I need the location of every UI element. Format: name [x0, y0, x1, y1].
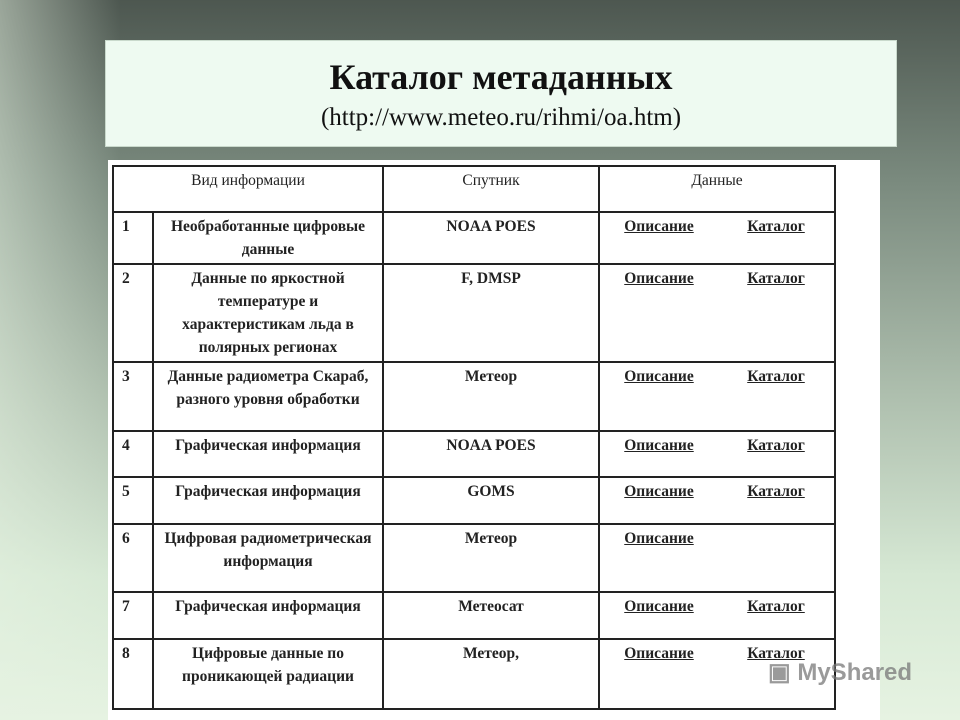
description-cell: [599, 362, 718, 431]
satellite-cell: [383, 431, 599, 477]
info-type-text: Графическая информация: [175, 598, 361, 615]
catalog-link[interactable]: Каталог: [747, 218, 805, 235]
table-row: [113, 212, 835, 264]
table-header-row: [113, 166, 835, 212]
description-link[interactable]: Описание: [624, 645, 694, 662]
catalog-link[interactable]: Каталог: [747, 483, 805, 500]
description-cell: [599, 592, 718, 639]
description-cell: [599, 639, 718, 709]
info-type-text: Графическая информация: [175, 483, 361, 500]
satellite-text: Метеор,: [462, 645, 520, 662]
catalog-cell: [718, 264, 835, 362]
catalog-cell: [718, 524, 835, 592]
description-link[interactable]: Описание: [624, 218, 694, 235]
row-number-text: 6: [122, 530, 130, 547]
description-cell: [599, 264, 718, 362]
row-number-text: 4: [122, 437, 130, 454]
description-cell: [599, 524, 718, 592]
slide-title: Каталог метаданных: [329, 57, 673, 97]
info-type-cell: [153, 264, 383, 362]
info-type-cell: [153, 431, 383, 477]
title-box: [105, 40, 897, 147]
row-number-text: 8: [122, 645, 130, 662]
header-info: Вид информации: [113, 166, 383, 212]
satellite-cell: [383, 592, 599, 639]
row-number-cell: [113, 431, 153, 477]
info-type-text: Данные по яркостной температуре и характеристикам льда в полярных регионах: [182, 270, 354, 356]
description-cell: [599, 431, 718, 477]
slide-url: (http://www.meteo.ru/rihmi/oa.htm): [320, 104, 682, 131]
catalog-link[interactable]: Каталог: [747, 598, 805, 615]
table-panel: [108, 160, 880, 720]
header-data: Данные: [599, 166, 835, 212]
info-type-text: Цифровая радиометрическая информация: [164, 530, 372, 570]
row-number-cell: [113, 477, 153, 524]
info-type-text: Необработанные цифровые данные: [170, 218, 366, 258]
table-row: [113, 639, 835, 709]
satellite-cell: [383, 264, 599, 362]
description-link[interactable]: Описание: [624, 530, 694, 547]
row-number-text: 7: [122, 598, 130, 615]
satellite-text: Метеосат: [458, 598, 524, 615]
background-glow: [0, 0, 120, 720]
description-link[interactable]: Описание: [624, 270, 694, 287]
row-number-cell: [113, 264, 153, 362]
info-type-text: Цифровые данные по проникающей радиации: [182, 645, 354, 685]
table-row: [113, 592, 835, 639]
info-type-cell: [153, 592, 383, 639]
info-type-cell: [153, 212, 383, 264]
watermark-logo: ▣ MyShared: [768, 659, 913, 686]
row-number-cell: [113, 592, 153, 639]
satellite-cell: [383, 477, 599, 524]
row-number-cell: [113, 524, 153, 592]
row-number-text: 1: [122, 218, 130, 235]
satellite-cell: [383, 212, 599, 264]
info-type-text: Графическая информация: [175, 437, 361, 454]
table-row: [113, 264, 835, 362]
row-number-text: 2: [122, 270, 130, 287]
satellite-cell: [383, 639, 599, 709]
row-number-text: 3: [122, 368, 130, 385]
row-number-text: 5: [122, 483, 130, 500]
metadata-table: [112, 165, 836, 710]
table-row: [113, 362, 835, 431]
catalog-cell: [718, 477, 835, 524]
satellite-text: F, DMSP: [461, 270, 521, 287]
description-link[interactable]: Описание: [624, 483, 694, 500]
catalog-link[interactable]: Каталог: [747, 270, 805, 287]
info-type-cell: [153, 524, 383, 592]
satellite-text: GOMS: [467, 483, 515, 500]
satellite-text: NOAA POES: [446, 437, 536, 454]
description-cell: [599, 477, 718, 524]
catalog-link[interactable]: Каталог: [747, 437, 805, 454]
table-row: [113, 477, 835, 524]
satellite-text: NOAA POES: [446, 218, 536, 235]
table-row: [113, 431, 835, 477]
info-type-text: Данные радиометра Скараб, разного уровня обработки: [167, 368, 369, 408]
info-type-cell: [153, 477, 383, 524]
catalog-cell: [718, 212, 835, 264]
info-type-cell: [153, 639, 383, 709]
catalog-cell: [718, 362, 835, 431]
row-number-cell: [113, 639, 153, 709]
satellite-text: Метеор: [464, 530, 518, 547]
description-cell: [599, 212, 718, 264]
description-link[interactable]: Описание: [624, 598, 694, 615]
catalog-cell: [718, 431, 835, 477]
catalog-cell: [718, 592, 835, 639]
satellite-cell: [383, 362, 599, 431]
catalog-link[interactable]: Каталог: [747, 368, 805, 385]
row-number-cell: [113, 212, 153, 264]
info-type-cell: [153, 362, 383, 431]
table-row: [113, 524, 835, 592]
satellite-cell: [383, 524, 599, 592]
satellite-text: Метеор: [464, 368, 518, 385]
catalog-link[interactable]: Каталог: [747, 645, 805, 662]
description-link[interactable]: Описание: [624, 437, 694, 454]
row-number-cell: [113, 362, 153, 431]
description-link[interactable]: Описание: [624, 368, 694, 385]
header-satellite: Спутник: [383, 166, 599, 212]
